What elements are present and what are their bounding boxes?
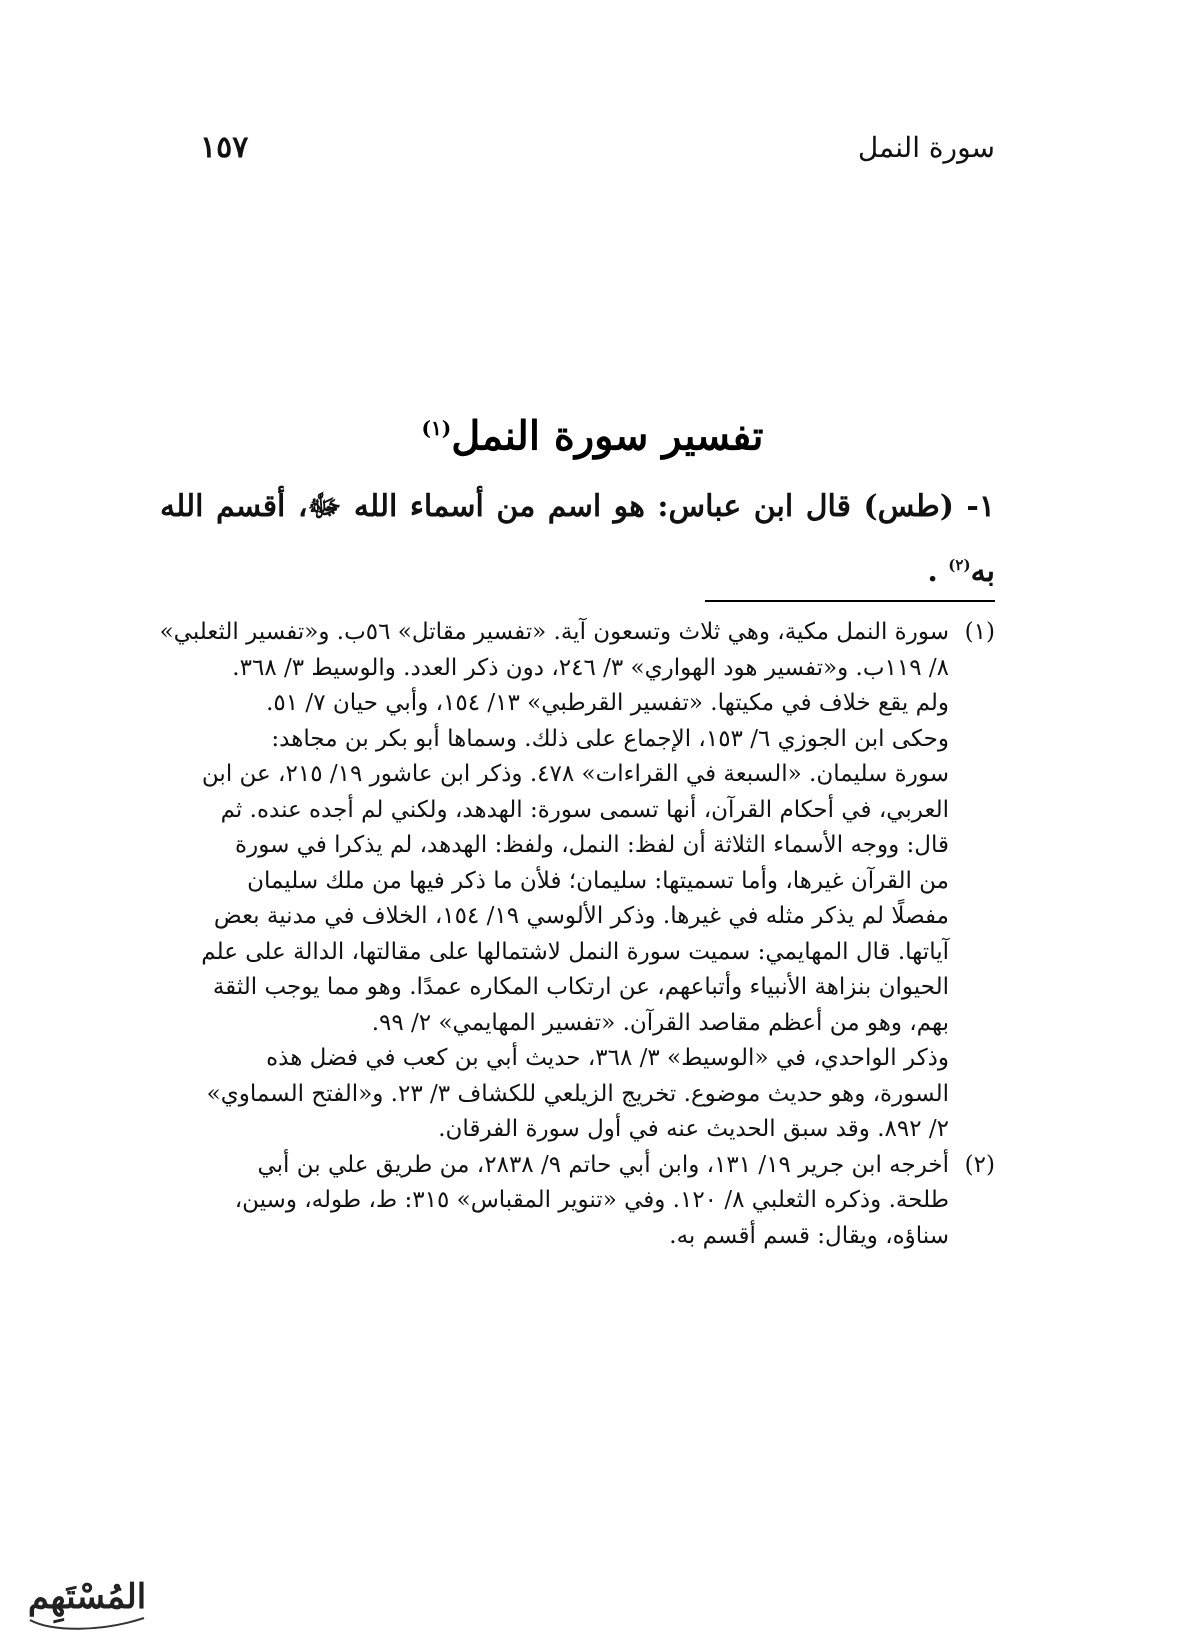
footnote-line: مفصلًا لم يذكر مثله في غيرها. وذكر الألوسي ١٩/ ١٥٤، الخلاف في مدنية بعض [213, 903, 949, 929]
calligraphy-watermark [12, 1560, 162, 1650]
footnote-1 [158, 615, 995, 1148]
verse-footnote-ref: (٢) [948, 556, 971, 574]
footnote-paragraph [158, 615, 949, 1041]
page-number: ١٥٧ [200, 130, 249, 165]
footnotes-section [158, 615, 995, 1254]
verse-text: ١- (طس) قال ابن عباس: هو اسم من أسماء الله ﷻ، أقسم الله به [160, 489, 995, 589]
verse-commentary [160, 478, 995, 601]
footnote-line: سورة سليمان. «السبعة في القراءات» ٤٧٨. وذكر ابن عاشور ١٩/ ٢١٥، عن ابن [201, 761, 949, 787]
surah-header: سورة النمل [857, 131, 995, 164]
watermark-text: المُسْتَهِم [27, 1577, 147, 1617]
footnote-paragraph [158, 1148, 949, 1255]
footnote-line: ٢/ ٨٩٢. وقد سبق الحديث عنه في أول سورة الفرقان. [438, 1116, 949, 1142]
footnote-marker: (١) [964, 619, 995, 645]
chapter-title [190, 398, 995, 466]
footnote-line: سورة النمل مكية، وهي ثلاث وتسعون آية. «تفسير مقاتل» ٥٦ب. و«تفسير الثعلبي» [159, 619, 949, 645]
footnote-2 [158, 1148, 995, 1255]
footnote-line: الحيوان بنزاهة الأنبياء وأتباعهم، عن ارتكاب المكاره عمدًا. وهو مما يوجب الثقة [212, 974, 949, 1000]
footnote-line: من القرآن غيرها، وأما تسميتها: سليمان؛ فلأن ما ذكر فيها من ملك سليمان [247, 867, 949, 894]
footnote-line: سناؤه، ويقال: قسم أقسم به. [669, 1222, 949, 1249]
footnote-marker: (٢) [964, 1151, 995, 1178]
footnote-line: آياتها. قال المهايمي: سميت سورة النمل لاشتمالها على مقالتها، الدالة على علم [201, 938, 949, 965]
footnote-line: ٨/ ١١٩ب. و«تفسير هود الهواري» ٣/ ٢٤٦، دون ذكر العدد. والوسيط ٣/ ٣٦٨. [232, 654, 949, 681]
footnote-line: السورة، وهو حديث موضوع. تخريج الزيلعي للكشاف ٣/ ٢٣. و«الفتح السماوي» [206, 1080, 949, 1107]
footnote-line: أخرجه ابن جرير ١٩/ ١٣١، وابن أبي حاتم ٩/ ٢٨٣٨، من طريق علي بن أبي [257, 1151, 949, 1178]
footnote-line: ولم يقع خلاف في مكيتها. «تفسير القرطبي» ١٣/ ١٥٤، وأبي حيان ٧/ ٥١. [266, 690, 949, 716]
watermark-flourish [30, 1618, 144, 1629]
footnote-paragraph [158, 1041, 949, 1148]
title-footnote-ref: (١) [421, 416, 452, 440]
footnote-line: طلحة. وذكره الثعلبي ٨/ ١٢٠. وفي «تنوير المقباس» ٣١٥: ط، طوله، وسين، [234, 1187, 949, 1213]
footnote-line: قال: ووجه الأسماء الثلاثة أن لفظ: النمل، ولفظ: الهدهد، لم يذكرا في سورة [235, 832, 949, 858]
verse-end: . [927, 554, 949, 589]
footnote-line: وذكر الواحدي، في «الوسيط» ٣/ ٣٦٨، حديث أبي بن كعب في فضل هذه [266, 1045, 949, 1071]
footnote-line: بهم، وهو من أعظم مقاصد القرآن. «تفسير المهايمي» ٢/ ٩٩. [371, 1009, 949, 1036]
running-header [200, 128, 995, 168]
chapter-title-text: تفسير سورة النمل [451, 412, 764, 460]
footnote-line: العربي، في أحكام القرآن، أنها تسمى سورة: الهدهد، ولكني لم أجده عنده. ثم [220, 796, 949, 823]
footnote-line: وحكى ابن الجوزي ٦/ ١٥٣، الإجماع على ذلك. وسماها أبو بكر بن مجاهد: [271, 725, 949, 752]
footnote-divider [705, 600, 995, 602]
